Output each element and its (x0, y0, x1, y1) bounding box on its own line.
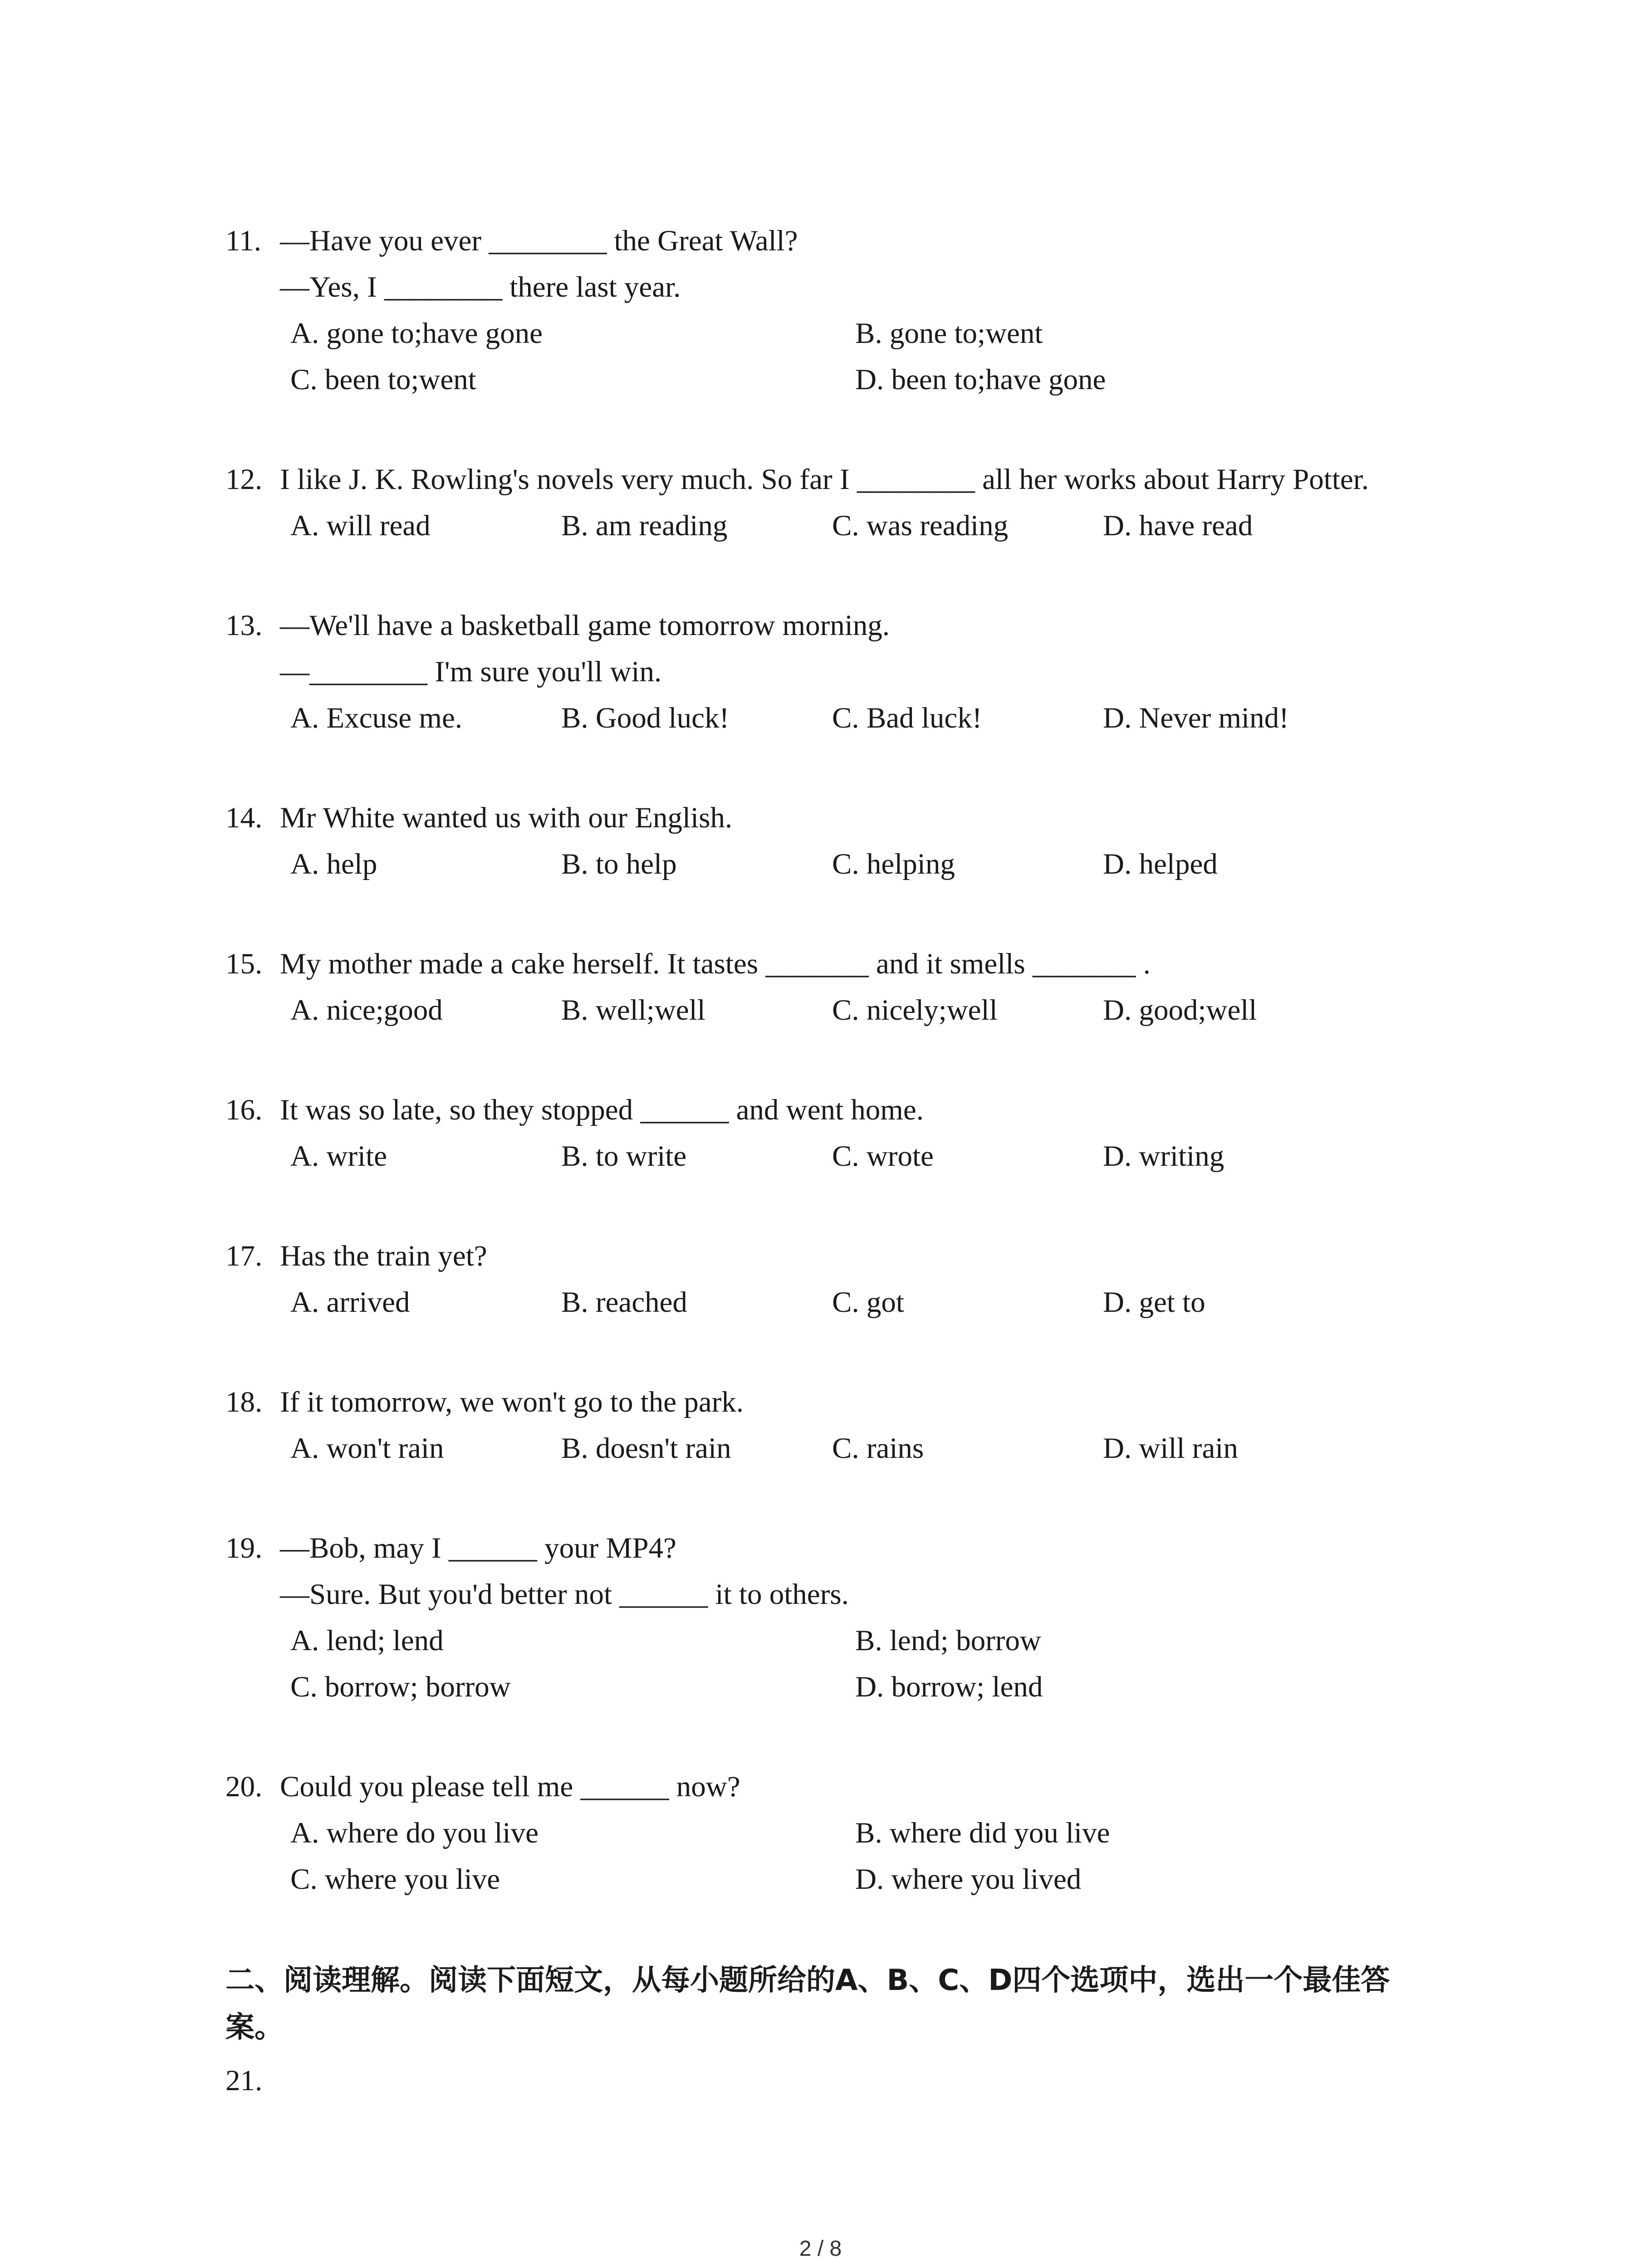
answer-option-a: A. arrived (290, 1286, 410, 1319)
question-12 (225, 456, 1450, 549)
question-stem: It was so late, so they stopped ______ and went home. (280, 1094, 924, 1126)
question-stem-row (225, 1087, 1450, 1133)
question-number: 13. (225, 609, 263, 642)
answer-option-c: C. wrote (832, 1140, 934, 1173)
question-13 (225, 602, 1450, 741)
answer-option-b: B. where did you live (855, 1817, 1110, 1849)
exam-content (225, 218, 1450, 2104)
answer-option-d: D. Never mind! (1103, 702, 1289, 734)
answer-options (225, 1279, 1450, 1325)
answer-options (225, 1133, 1450, 1179)
answer-option-a: A. write (290, 1140, 387, 1173)
answer-option-b: B. reached (561, 1286, 687, 1319)
question-stem: I like J. K. Rowling's novels very much. So far I ________ all her works about Harry Potter. (280, 463, 1369, 496)
question-list (225, 218, 1450, 1902)
question-stem: Could you please tell me ______ now? (280, 1770, 740, 1803)
answer-option-a: A. won't rain (290, 1432, 444, 1465)
answer-option-d: D. have read (1103, 509, 1253, 542)
answer-option-a: A. will read (290, 509, 431, 542)
answer-option-c: C. was reading (832, 509, 1009, 542)
question-11 (225, 218, 1450, 403)
question-number: 11. (225, 225, 261, 257)
answer-option-d: D. good;well (1103, 994, 1257, 1026)
question-stem: Mr White wanted us with our English. (280, 802, 733, 834)
question-15 (225, 941, 1450, 1033)
answer-option-a: A. help (290, 848, 377, 880)
answer-option-c: C. Bad luck! (832, 702, 982, 734)
answer-option-c: C. been to;went (290, 363, 476, 396)
answer-option-a: A. where do you live (290, 1817, 539, 1849)
answer-options (225, 1425, 1450, 1471)
question-stem: Has the train yet? (280, 1240, 487, 1272)
question-stem-row (225, 1764, 1450, 1810)
answer-option-b: B. to write (561, 1140, 687, 1173)
answer-option-a: A. lend; lend (290, 1624, 444, 1657)
answer-option-d: D. where you lived (855, 1863, 1082, 1896)
question-stem: My mother made a cake herself. It tastes _______ and it smells _______ . (280, 948, 1151, 980)
answer-option-b: B. Good luck! (561, 702, 730, 734)
question-14 (225, 795, 1450, 887)
section-heading: 二、阅读理解。阅读下面短文，从每小题所给的A、B、C、D四个选项中，选出一个最佳答案。 (225, 1964, 1390, 2044)
answer-option-c: C. rains (832, 1432, 924, 1465)
page-number: 2 / 8 (799, 2237, 842, 2261)
question-stem-row (225, 218, 1450, 264)
question-number: 16. (225, 1094, 263, 1126)
answer-option-b: B. lend; borrow (855, 1624, 1041, 1657)
question-stem-row (225, 602, 1450, 649)
answer-option-b: B. well;well (561, 994, 705, 1026)
answer-option-d: D. writing (1103, 1140, 1225, 1173)
answer-option-c: C. borrow; borrow (290, 1671, 511, 1703)
answer-options (225, 1810, 1450, 1902)
answer-options (225, 503, 1450, 549)
question-stem-reply: —Yes, I ________ there last year. (280, 271, 681, 303)
answer-options (225, 841, 1450, 887)
question-stem-row (225, 1379, 1450, 1425)
question-20 (225, 1764, 1450, 1902)
question-stem-row (225, 456, 1450, 503)
question-stem: —Have you ever ________ the Great Wall? (280, 225, 798, 257)
question-number: 15. (225, 948, 263, 980)
answer-option-b: B. am reading (561, 509, 728, 542)
answer-option-b: B. gone to;went (855, 317, 1043, 350)
question-stem-row (225, 941, 1450, 987)
question-number: 12. (225, 463, 263, 496)
question-number: 14. (225, 802, 263, 834)
answer-option-c: C. helping (832, 848, 955, 880)
answer-option-a: A. Excuse me. (290, 702, 463, 734)
question-16 (225, 1087, 1450, 1179)
answer-option-d: D. been to;have gone (855, 363, 1106, 396)
answer-option-d: D. get to (1103, 1286, 1205, 1319)
answer-option-d: D. borrow; lend (855, 1671, 1043, 1703)
question-stem-reply: —________ I'm sure you'll win. (280, 655, 662, 688)
answer-option-b: B. to help (561, 848, 677, 880)
question-stem-row (225, 1233, 1450, 1279)
answer-option-d: D. helped (1103, 848, 1218, 880)
answer-option-c: C. nicely;well (832, 994, 998, 1026)
answer-option-b: B. doesn't rain (561, 1432, 731, 1465)
question-19 (225, 1525, 1450, 1710)
question-stem: If it tomorrow, we won't go to the park. (280, 1386, 744, 1418)
question-number: 17. (225, 1240, 263, 1272)
answer-options (225, 987, 1450, 1033)
answer-option-a: A. gone to;have gone (290, 317, 543, 350)
answer-options (225, 1618, 1450, 1710)
answer-option-d: D. will rain (1103, 1432, 1238, 1465)
question-stem-reply: —Sure. But you'd better not ______ it to others. (280, 1578, 849, 1611)
question-17 (225, 1233, 1450, 1325)
question-stem-row (225, 795, 1450, 841)
question-stem: —We'll have a basketball game tomorrow morning. (280, 609, 890, 642)
answer-options (225, 310, 1450, 403)
question-number: 18. (225, 1386, 263, 1418)
question-number: 19. (225, 1532, 263, 1564)
question-18 (225, 1379, 1450, 1471)
question-stem: —Bob, may I ______ your MP4? (280, 1532, 676, 1564)
answer-option-c: C. got (832, 1286, 904, 1319)
answer-options (225, 695, 1450, 741)
question-21-number: 21. (225, 2064, 263, 2097)
question-number: 20. (225, 1770, 263, 1803)
question-stem-row (225, 1525, 1450, 1571)
answer-option-c: C. where you live (290, 1863, 500, 1896)
answer-option-a: A. nice;good (290, 994, 443, 1026)
